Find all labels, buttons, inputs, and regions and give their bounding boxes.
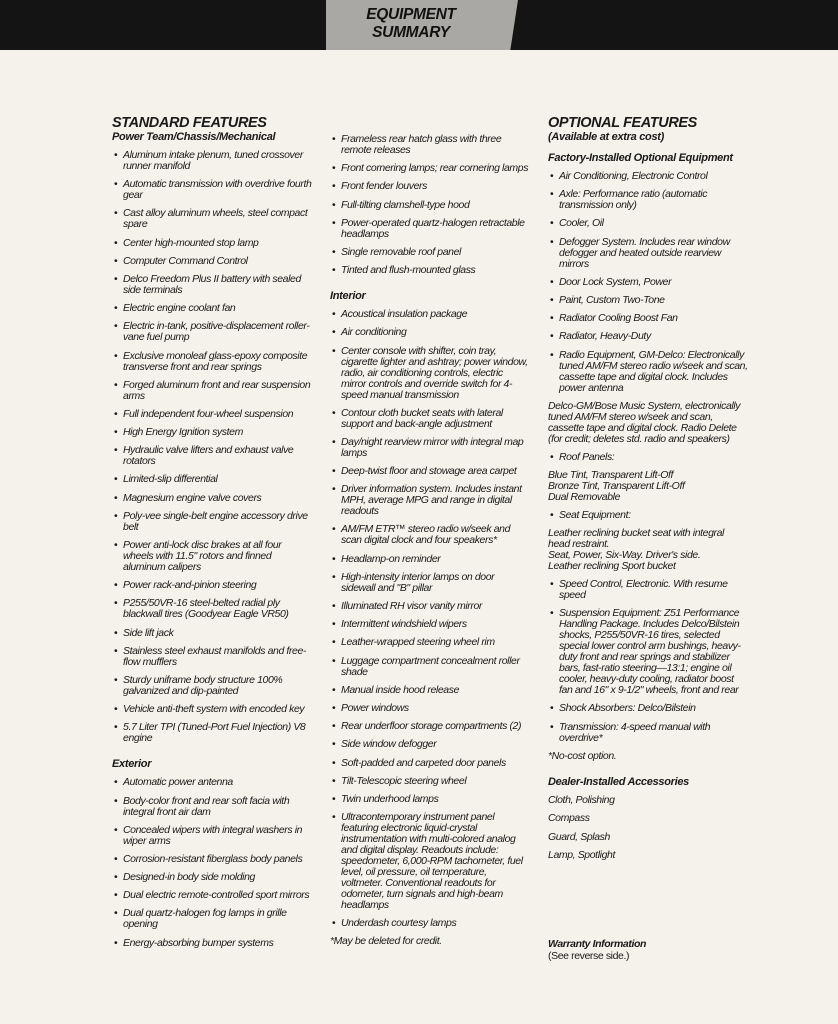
list-item: Lamp, Spotlight (548, 849, 615, 862)
list-item: • High-intensity interior lamps on door sidewall and "B" pillar (330, 572, 530, 594)
list-item: • Magnesium engine valve covers (112, 493, 314, 504)
list-item: • Driver information system. Includes instant MPH, average MPG and range in digital readouts (330, 484, 530, 517)
list-item: • Defogger System. Includes rear window defogger and heated outside rearview mirrors (548, 237, 748, 270)
list-item: • 5.7 Liter TPI (Tuned-Port Fuel Injection) V8 engine (112, 722, 314, 744)
bose-music-system-text: Delco-GM/Bose Music System, electronically tuned AM/FM stereo w/seek and scan, cassette tape and digital clock. Radio Delete (for credit; deletes std. radio and speakers) (548, 399, 741, 445)
list-item: • Speed Control, Electronic. With resume speed (548, 579, 748, 601)
page-title-line1: EQUIPMENT (366, 6, 456, 23)
list-item: • Side lift jack (112, 628, 314, 639)
list-item: • Side window defogger (330, 739, 530, 750)
list-item: • Front cornering lamps; rear cornering lamps (330, 163, 530, 174)
list-item: • Axle: Performance ratio (automatic transmission only) (548, 189, 748, 211)
list-item: • Exclusive monoleaf glass-epoxy composite transverse front and rear springs (112, 351, 314, 373)
standard-features-title: STANDARD FEATURES (112, 115, 267, 131)
list-item: • Poly-vee single-belt engine accessory drive belt (112, 511, 314, 533)
list-item: • Illuminated RH visor vanity mirror (330, 601, 530, 612)
list-item: Cloth, Polishing (548, 793, 615, 806)
column-optional-features (548, 116, 748, 962)
list-item: • Paint, Custom Two-Tone (548, 295, 748, 306)
list-item: • Electric in-tank, positive-displacement roller-vane fuel pump (112, 321, 314, 343)
list-item: • Hydraulic valve lifters and exhaust valve rotators (112, 445, 314, 467)
warranty-title: Warranty Information (548, 938, 646, 951)
list-item: • Suspension Equipment: Z51 Performance Handling Package. Includes Delco/Bilstein shocks, P255/50VR-16 tires, selected special lower control arm bushings, heavy-duty front and rear springs and stabilizer bars, fast-ratio steering—13:1; engine oil cooler, heavy-duty cooling, radiator boost fan and 16" x 9-1/2" wheels, front and rear (548, 608, 748, 696)
list-item: • Front fender louvers (330, 181, 530, 192)
column-standard-features (112, 116, 314, 956)
list-item: • Power windows (330, 703, 530, 714)
list-item: • Center high-mounted stop lamp (112, 238, 314, 249)
list-item: • Tilt-Telescopic steering wheel (330, 776, 530, 787)
list-item: • Cooler, Oil (548, 218, 748, 229)
warranty-block (548, 939, 748, 962)
factory-installed-heading: Factory-Installed Optional Equipment (548, 152, 733, 164)
list-item: • AM/FM ETR™ stereo radio w/seek and scan digital clock and four speakers* (330, 524, 530, 546)
factory-installed-list (548, 171, 748, 394)
list-item: Compass (548, 812, 590, 825)
list-item: • Manual inside hood release (330, 685, 530, 696)
list-item: • P255/50VR-16 steel-belted radial ply blackwall tires (Goodyear Eagle VR50) (112, 598, 314, 620)
list-item: • Headlamp-on reminder (330, 554, 530, 565)
list-item: • Designed-in body side molding (112, 872, 314, 883)
list-item: • Computer Command Control (112, 256, 314, 267)
list-item: • Full-tilting clamshell-type hood (330, 200, 530, 211)
optional-features-title: OPTIONAL FEATURES (548, 115, 697, 131)
list-item: • Energy-absorbing bumper systems (112, 938, 314, 949)
list-item: • Dual electric remote-controlled sport mirrors (112, 890, 314, 901)
dealer-installed-list (548, 795, 748, 862)
page-title-line2: SUMMARY (372, 24, 450, 41)
column-standard-features-continued (330, 134, 530, 954)
exterior-list-continued (330, 134, 530, 276)
list-item: • Air conditioning (330, 327, 530, 338)
list-item: • Power rack-and-pinion steering (112, 580, 314, 591)
list-item: • Transmission: 4-speed manual with overdrive* (548, 722, 748, 744)
list-item: • Radiator Cooling Boost Fan (548, 313, 748, 324)
exterior-heading: Exterior (112, 758, 152, 771)
list-item: • Rear underfloor storage compartments (2) (330, 721, 530, 732)
optional-more-list (548, 579, 748, 744)
credit-note: *May be deleted for credit. (330, 935, 442, 948)
roof-panels-item: • Roof Panels: (548, 452, 748, 463)
list-item: • Tinted and flush-mounted glass (330, 265, 530, 276)
exterior-list (112, 777, 314, 948)
list-item: • Delco Freedom Plus II battery with sealed side terminals (112, 274, 314, 296)
list-item: • Twin underhood lamps (330, 794, 530, 805)
list-item: • Contour cloth bucket seats with lateral support and back-angle adjustment (330, 408, 530, 430)
list-item: • Vehicle anti-theft system with encoded key (112, 704, 314, 715)
list-item: • Single removable roof panel (330, 247, 530, 258)
list-item: • Electric engine coolant fan (112, 303, 314, 314)
list-item: • Limited-slip differential (112, 474, 314, 485)
list-item: • Center console with shifter, coin tray, cigarette lighter and ashtray; power window, radio, air conditioning controls, electric mirror controls and override switch for 4-speed manual transmission (330, 346, 530, 401)
list-item: • Aluminum intake plenum, tuned crossover runner manifold (112, 150, 314, 172)
list-item: • Power-operated quartz-halogen retractable headlamps (330, 218, 530, 240)
optional-features-subtitle: (Available at extra cost) (548, 131, 664, 143)
list-item: • Full independent four-wheel suspension (112, 409, 314, 420)
list-item: • Radiator, Heavy-Duty (548, 331, 748, 342)
list-item: • Radio Equipment, GM-Delco: Electronically tuned AM/FM stereo radio w/seek and scan, cassette tape and digital clock. Includes power antenna (548, 350, 748, 394)
list-item: • Stainless steel exhaust manifolds and free-flow mufflers (112, 646, 314, 668)
list-item: • Automatic power antenna (112, 777, 314, 788)
interior-heading: Interior (330, 290, 366, 303)
warranty-reference: (See reverse side.) (548, 950, 630, 963)
list-item: • Forged aluminum front and rear suspension arms (112, 380, 314, 402)
list-item: • Acoustical insulation package (330, 309, 530, 320)
page-title (326, 6, 496, 42)
no-cost-note: *No-cost option. (548, 749, 617, 762)
list-item: • Door Lock System, Power (548, 277, 748, 288)
list-item: • High Energy Ignition system (112, 427, 314, 438)
list-item: • Leather-wrapped steering wheel rim (330, 637, 530, 648)
list-item: • Sturdy uniframe body structure 100% galvanized and dip-painted (112, 675, 314, 697)
list-item: • Corrosion-resistant fiberglass body panels (112, 854, 314, 865)
list-item: Guard, Splash (548, 830, 610, 843)
list-item: • Air Conditioning, Electronic Control (548, 171, 748, 182)
roof-panels-options: Blue Tint, Transparent Lift-Off Bronze Tint, Transparent Lift-Off Dual Removable (548, 468, 685, 503)
list-item: • Shock Absorbers: Delco/Bilstein (548, 703, 748, 714)
list-item: • Soft-padded and carpeted door panels (330, 758, 530, 769)
list-item: • Body-color front and rear soft facia with integral front air dam (112, 796, 314, 818)
seat-equipment-options: Leather reclining bucket seat with integral head restraint. Seat, Power, Six-Way. Driver's side. Leather reclining Sport bucket (548, 527, 724, 573)
list-item: • Ultracontemporary instrument panel featuring electronic liquid-crystal instrumentation with multi-colored analog and digital display. Readouts include: speedometer, 6,000-RPM tachometer, fuel level, oil pressure, oil temperature, voltmeter. Conventional readouts for odometer, turn signals and high-beam headlamps (330, 812, 530, 911)
list-item: • Concealed wipers with integral washers in wiper arms (112, 825, 314, 847)
list-item: • Dual quartz-halogen fog lamps in grille opening (112, 908, 314, 930)
list-item: • Intermittent windshield wipers (330, 619, 530, 630)
list-item: • Cast alloy aluminum wheels, steel compact spare (112, 208, 314, 230)
list-item: • Automatic transmission with overdrive fourth gear (112, 179, 314, 201)
dealer-installed-heading: Dealer-Installed Accessories (548, 775, 689, 788)
list-item: • Power anti-lock disc brakes at all four wheels with 11.5" rotors and finned aluminum calipers (112, 540, 314, 573)
list-item: • Deep-twist floor and stowage area carpet (330, 466, 530, 477)
list-item: • Luggage compartment concealment roller shade (330, 656, 530, 678)
power-team-list (112, 150, 314, 744)
list-item: • Underdash courtesy lamps (330, 918, 530, 929)
seat-equipment-item: • Seat Equipment: (548, 510, 748, 521)
list-item: • Day/night rearview mirror with integral map lamps (330, 437, 530, 459)
interior-list (330, 309, 530, 929)
list-item: • Frameless rear hatch glass with three remote releases (330, 134, 530, 156)
power-team-heading: Power Team/Chassis/Mechanical (112, 131, 276, 143)
